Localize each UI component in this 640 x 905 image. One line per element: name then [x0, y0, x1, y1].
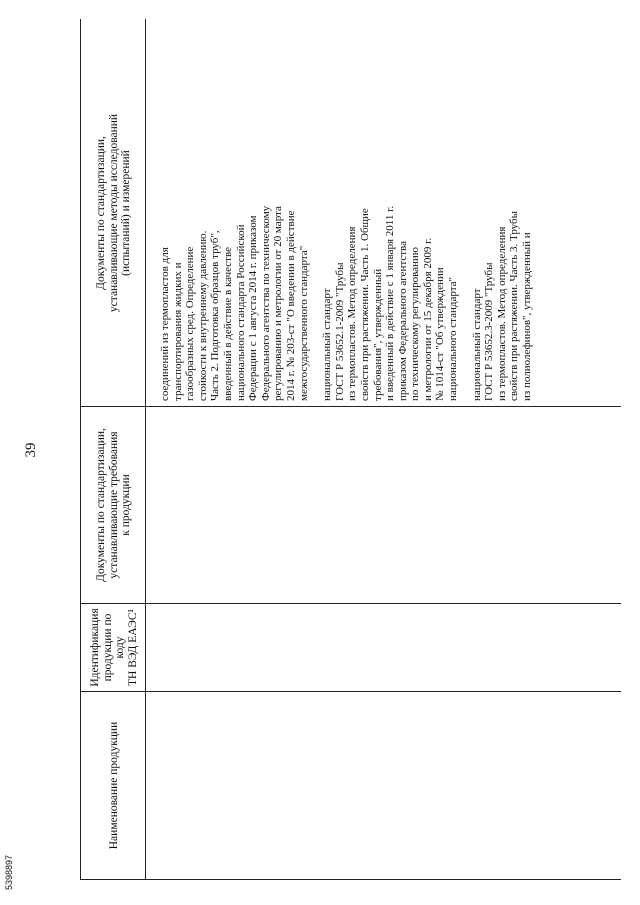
document-code: 5398897: [4, 854, 14, 890]
standard-paragraph: национальный стандарт ГОСТ Р 53652.1-2009 "Трубы из термопластов. Метод определения свойств при растяжении. Часть 1. Общие требования", утвержденный и введенный в действие с 1 января 2011 г. приказом Федерального агентства по техническому регулированию и метрологии от 15 декабря 2009 г. № 1014-ст "Об утверждении национального стандарта": [321, 205, 460, 401]
standard-paragraph: национальный стандарт ГОСТ Р 53652.3-2009 "Трубы из термопластов. Метод определения свойств при растяжении. Часть 3. Трубы из полиолефинов", утвержденный и: [470, 210, 534, 401]
document-page: [20, 20, 620, 880]
standards-table: [80, 19, 621, 880]
methods-cell: [159, 29, 534, 401]
standard-paragraph: соединений из термопластов для транспортирования жидких и газообразных сред. Определение стойкости к внутреннему давлению. Часть 2. Подготовка образцов труб", введенный в действие в качестве национального стандарта Российской Федерации с 1 августа 2014 г. приказом Федерального агентства по техническому регулированию и метрологии от 20 марта 2014 г. № 203-ст "О введении в действие межгосударственного стандарта": [159, 205, 310, 401]
header-method-standards: Документы по стандартизации, устанавливающие методы исследований (испытаний) и измерений: [95, 113, 133, 313]
column-divider: [81, 691, 621, 692]
column-divider: [81, 406, 621, 407]
header-tn-ved-code: Идентификация продукции по коду ТН ВЭД ЕАЭС¹: [89, 608, 139, 687]
column-divider: [81, 603, 621, 604]
header-requirement-standards: Документы по стандартизации, устанавливающие требования к продукции: [95, 428, 133, 582]
page-number: 39: [23, 442, 39, 458]
header-product-name: Наименование продукции: [107, 721, 120, 850]
header-divider: [145, 19, 146, 879]
